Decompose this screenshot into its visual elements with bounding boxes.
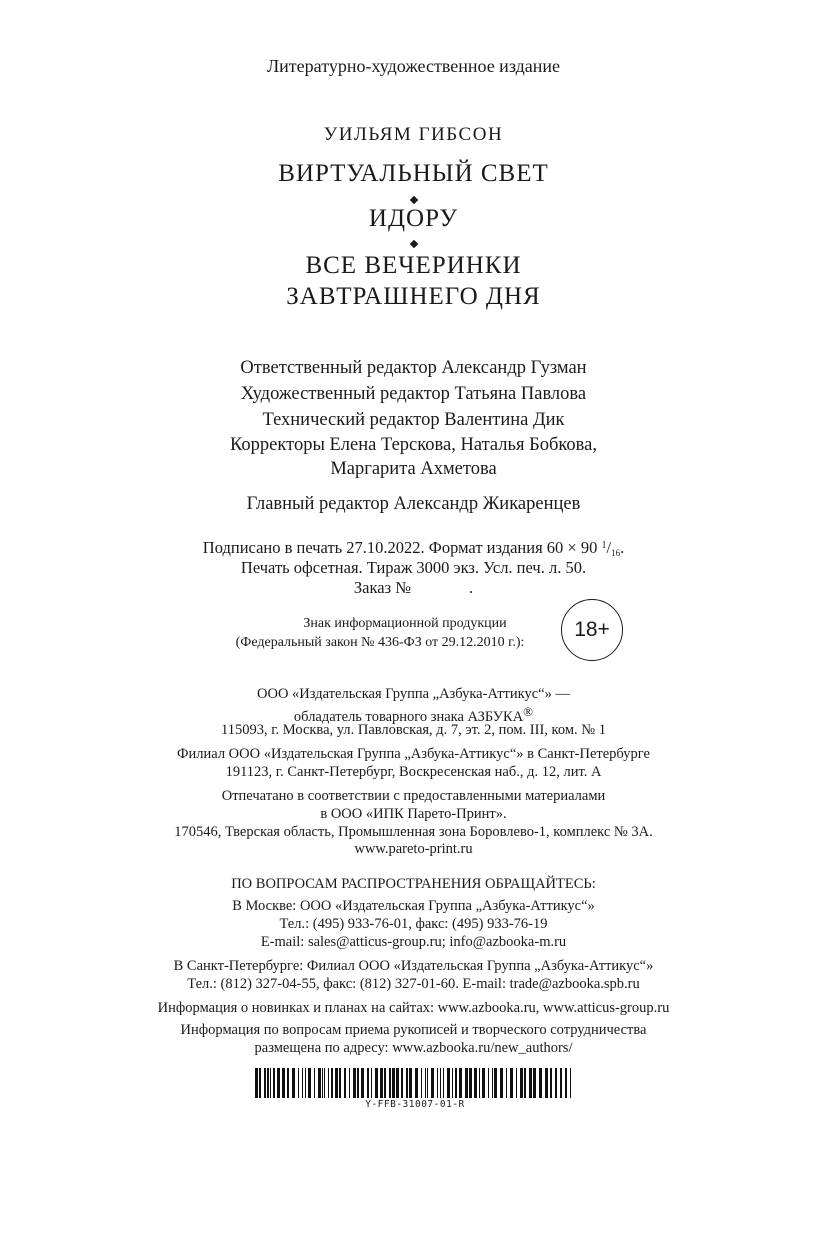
printer-line: Отпечатано в соответствии с предоставленными материалами <box>221 788 606 804</box>
print-details-line3: Заказ № . <box>353 578 474 597</box>
barcode-bar <box>437 1068 438 1098</box>
registered-mark-icon: ® <box>523 704 534 719</box>
format-numerator: 1 <box>601 540 607 551</box>
barcode-bar <box>560 1068 562 1098</box>
chief-editor: Главный редактор Александр Жикаренцев <box>246 494 581 514</box>
barcode-bar <box>308 1068 311 1098</box>
barcode-bar <box>314 1068 315 1098</box>
barcode-bar <box>353 1068 356 1098</box>
age-rating-badge <box>561 599 623 661</box>
age-rating-text: 18+ <box>574 618 610 641</box>
barcode-bar <box>516 1068 517 1098</box>
barcode-bar <box>529 1068 532 1098</box>
barcode-bar <box>506 1068 507 1098</box>
barcode-bar <box>406 1068 408 1098</box>
barcode-bar <box>273 1068 275 1098</box>
book-title-2: ИДОРУ <box>368 205 459 232</box>
publisher-address: 115093, г. Москва, ул. Павловская, д. 7, эт. 2, пом. III, ком. № 1 <box>221 722 606 738</box>
barcode-bar <box>384 1068 386 1098</box>
barcode-bar <box>431 1068 434 1098</box>
printer-website: www.pareto-print.ru <box>354 841 473 857</box>
manuscripts-address: размещена по адресу: www.azbooka.ru/new_authors/ <box>254 1040 573 1056</box>
barcode-bar <box>524 1068 526 1098</box>
barcode-bar <box>465 1068 468 1098</box>
barcode-bar <box>494 1068 497 1098</box>
barcode-bar <box>349 1068 350 1098</box>
barcode-bar <box>287 1068 289 1098</box>
barcode-bar <box>298 1068 299 1098</box>
barcode-bar <box>474 1068 477 1098</box>
barcode-bar <box>459 1068 462 1098</box>
barcode-bar <box>401 1068 403 1098</box>
barcode-bar <box>282 1068 285 1098</box>
barcode-bar <box>396 1068 399 1098</box>
author-name: УИЛЬЯМ ГИБСОН <box>323 124 504 145</box>
barcode-bar <box>318 1068 321 1098</box>
barcode-bar <box>255 1068 258 1098</box>
barcode-bar <box>324 1068 325 1098</box>
barcode-bar <box>520 1068 523 1098</box>
edition-type: Литературно-художественное издание <box>266 56 561 76</box>
barcode-bar <box>555 1068 557 1098</box>
barcode-bar <box>339 1068 341 1098</box>
barcode-bar <box>331 1068 333 1098</box>
barcode-bar <box>440 1068 441 1098</box>
distribution-moscow: В Москве: ООО «Издательская Группа „Азбука-Аттикус“» <box>232 898 595 914</box>
barcode-bar <box>305 1068 306 1098</box>
age-law-label: (Федеральный закон № 436-ФЗ от 29.12.2010 г.): <box>235 635 525 650</box>
barcode-bar <box>539 1068 542 1098</box>
staff-line: Ответственный редактор Александр Гузман <box>240 358 587 378</box>
barcode-bar <box>482 1068 485 1098</box>
barcode-bar <box>409 1068 412 1098</box>
barcode-bar <box>392 1068 395 1098</box>
barcode-bar <box>292 1068 295 1098</box>
staff-line: Корректоры Елена Терскова, Наталья Бобкова, <box>229 435 597 455</box>
barcode-bar <box>570 1068 571 1098</box>
book-title-3-line1: ВСЕ ВЕЧЕРИНКИ <box>305 252 522 279</box>
barcode-bar <box>270 1068 271 1098</box>
distribution-moscow-phone: Тел.: (495) 933-76-01, факс: (495) 933-76-19 <box>279 916 548 932</box>
barcode-bar <box>421 1068 422 1098</box>
order-number-label: Заказ № <box>353 578 411 597</box>
diamond-separator-icon <box>410 240 418 248</box>
barcode-bar <box>267 1068 269 1098</box>
barcode-bar <box>469 1068 472 1098</box>
print-details-line2: Печать офсетная. Тираж 3000 экз. Усл. печ. л. 50. <box>240 558 587 577</box>
barcode-bar <box>277 1068 280 1098</box>
branch-address: 191123, г. Санкт-Петербург, Воскресенская наб., д. 12, лит. А <box>225 764 602 780</box>
barcode-bar <box>357 1068 359 1098</box>
barcode-bar <box>425 1068 426 1098</box>
barcode-bar <box>335 1068 338 1098</box>
staff-line: Художественный редактор Татьяна Павлова <box>240 384 587 404</box>
printer-address: 170546, Тверская область, Промышленная зона Боровлево-1, комплекс № 3А. <box>174 824 653 840</box>
distribution-spb: В Санкт-Петербурге: Филиал ООО «Издательская Группа „Азбука-Аттикус“» <box>173 958 654 974</box>
barcode-bar <box>427 1068 428 1098</box>
print-signed: Подписано в печать 27.10.2022. Формат издания 60 × 90 <box>202 538 598 557</box>
print-details-line1: Подписано в печать 27.10.2022. Формат издания 60 × 90 $^1/_{16}$. <box>202 538 625 558</box>
barcode-bar <box>452 1068 453 1098</box>
distribution-moscow-email: E-mail: sales@atticus-group.ru; info@azbooka-m.ru <box>260 934 567 950</box>
staff-line: Технический редактор Валентина Дик <box>262 410 565 430</box>
barcode-bar <box>328 1068 329 1098</box>
book-title-1: ВИРТУАЛЬНЫЙ СВЕТ <box>278 160 549 187</box>
diamond-separator-icon <box>410 196 418 204</box>
manuscripts-info: Информация по вопросам приема рукописей и творческого сотрудничества <box>180 1022 647 1038</box>
barcode <box>253 1068 577 1098</box>
barcode-bar <box>322 1068 323 1098</box>
barcode-bar <box>443 1068 444 1098</box>
barcode-bar <box>264 1068 266 1098</box>
format-denominator: 16 <box>611 548 621 558</box>
barcode-bar <box>510 1068 513 1098</box>
barcode-bar <box>380 1068 383 1098</box>
barcode-bar <box>492 1068 493 1098</box>
barcode-bar <box>455 1068 457 1098</box>
distribution-heading: ПО ВОПРОСАМ РАСПРОСТРАНЕНИЯ ОБРАЩАЙТЕСЬ: <box>231 876 596 892</box>
barcode-bar <box>500 1068 503 1098</box>
barcode-bar <box>479 1068 480 1098</box>
barcode-bar <box>259 1068 261 1098</box>
barcode-bar <box>367 1068 369 1098</box>
branch-line: Филиал ООО «Издательская Группа „Азбука-Аттикус“» в Санкт-Петербурге <box>177 746 650 762</box>
barcode-bar <box>375 1068 378 1098</box>
barcode-bar <box>447 1068 450 1098</box>
barcode-bar <box>415 1068 418 1098</box>
barcode-bar <box>344 1068 346 1098</box>
barcode-bar <box>361 1068 364 1098</box>
websites-info: Информация о новинках и планах на сайтах: www.azbooka.ru, www.atticus-group.ru <box>157 1000 670 1016</box>
barcode-bar <box>545 1068 548 1098</box>
barcode-bar <box>488 1068 489 1098</box>
barcode-text: Y-FFB-31007-01-R <box>365 1099 465 1110</box>
age-sign-label: Знак информационной продукции <box>303 616 507 631</box>
barcode-bar <box>533 1068 536 1098</box>
barcode-bar <box>389 1068 391 1098</box>
barcode-bar <box>371 1068 372 1098</box>
publisher-line: обладатель товарного знака АЗБУКА® <box>293 704 534 725</box>
barcode-bar <box>302 1068 303 1098</box>
barcode-bar <box>565 1068 567 1098</box>
barcode-bar <box>550 1068 552 1098</box>
book-title-3-line2: ЗАВТРАШНЕГО ДНЯ <box>286 283 541 310</box>
distribution-spb-contacts: Тел.: (812) 327-04-55, факс: (812) 327-01-60. E-mail: trade@azbooka.spb.ru <box>187 976 640 992</box>
publisher-line: ООО «Издательская Группа „Азбука-Аттикус“» — <box>257 686 570 702</box>
printer-line: в ООО «ИПК Парето-Принт». <box>320 806 507 822</box>
staff-line: Маргарита Ахметова <box>330 459 497 479</box>
